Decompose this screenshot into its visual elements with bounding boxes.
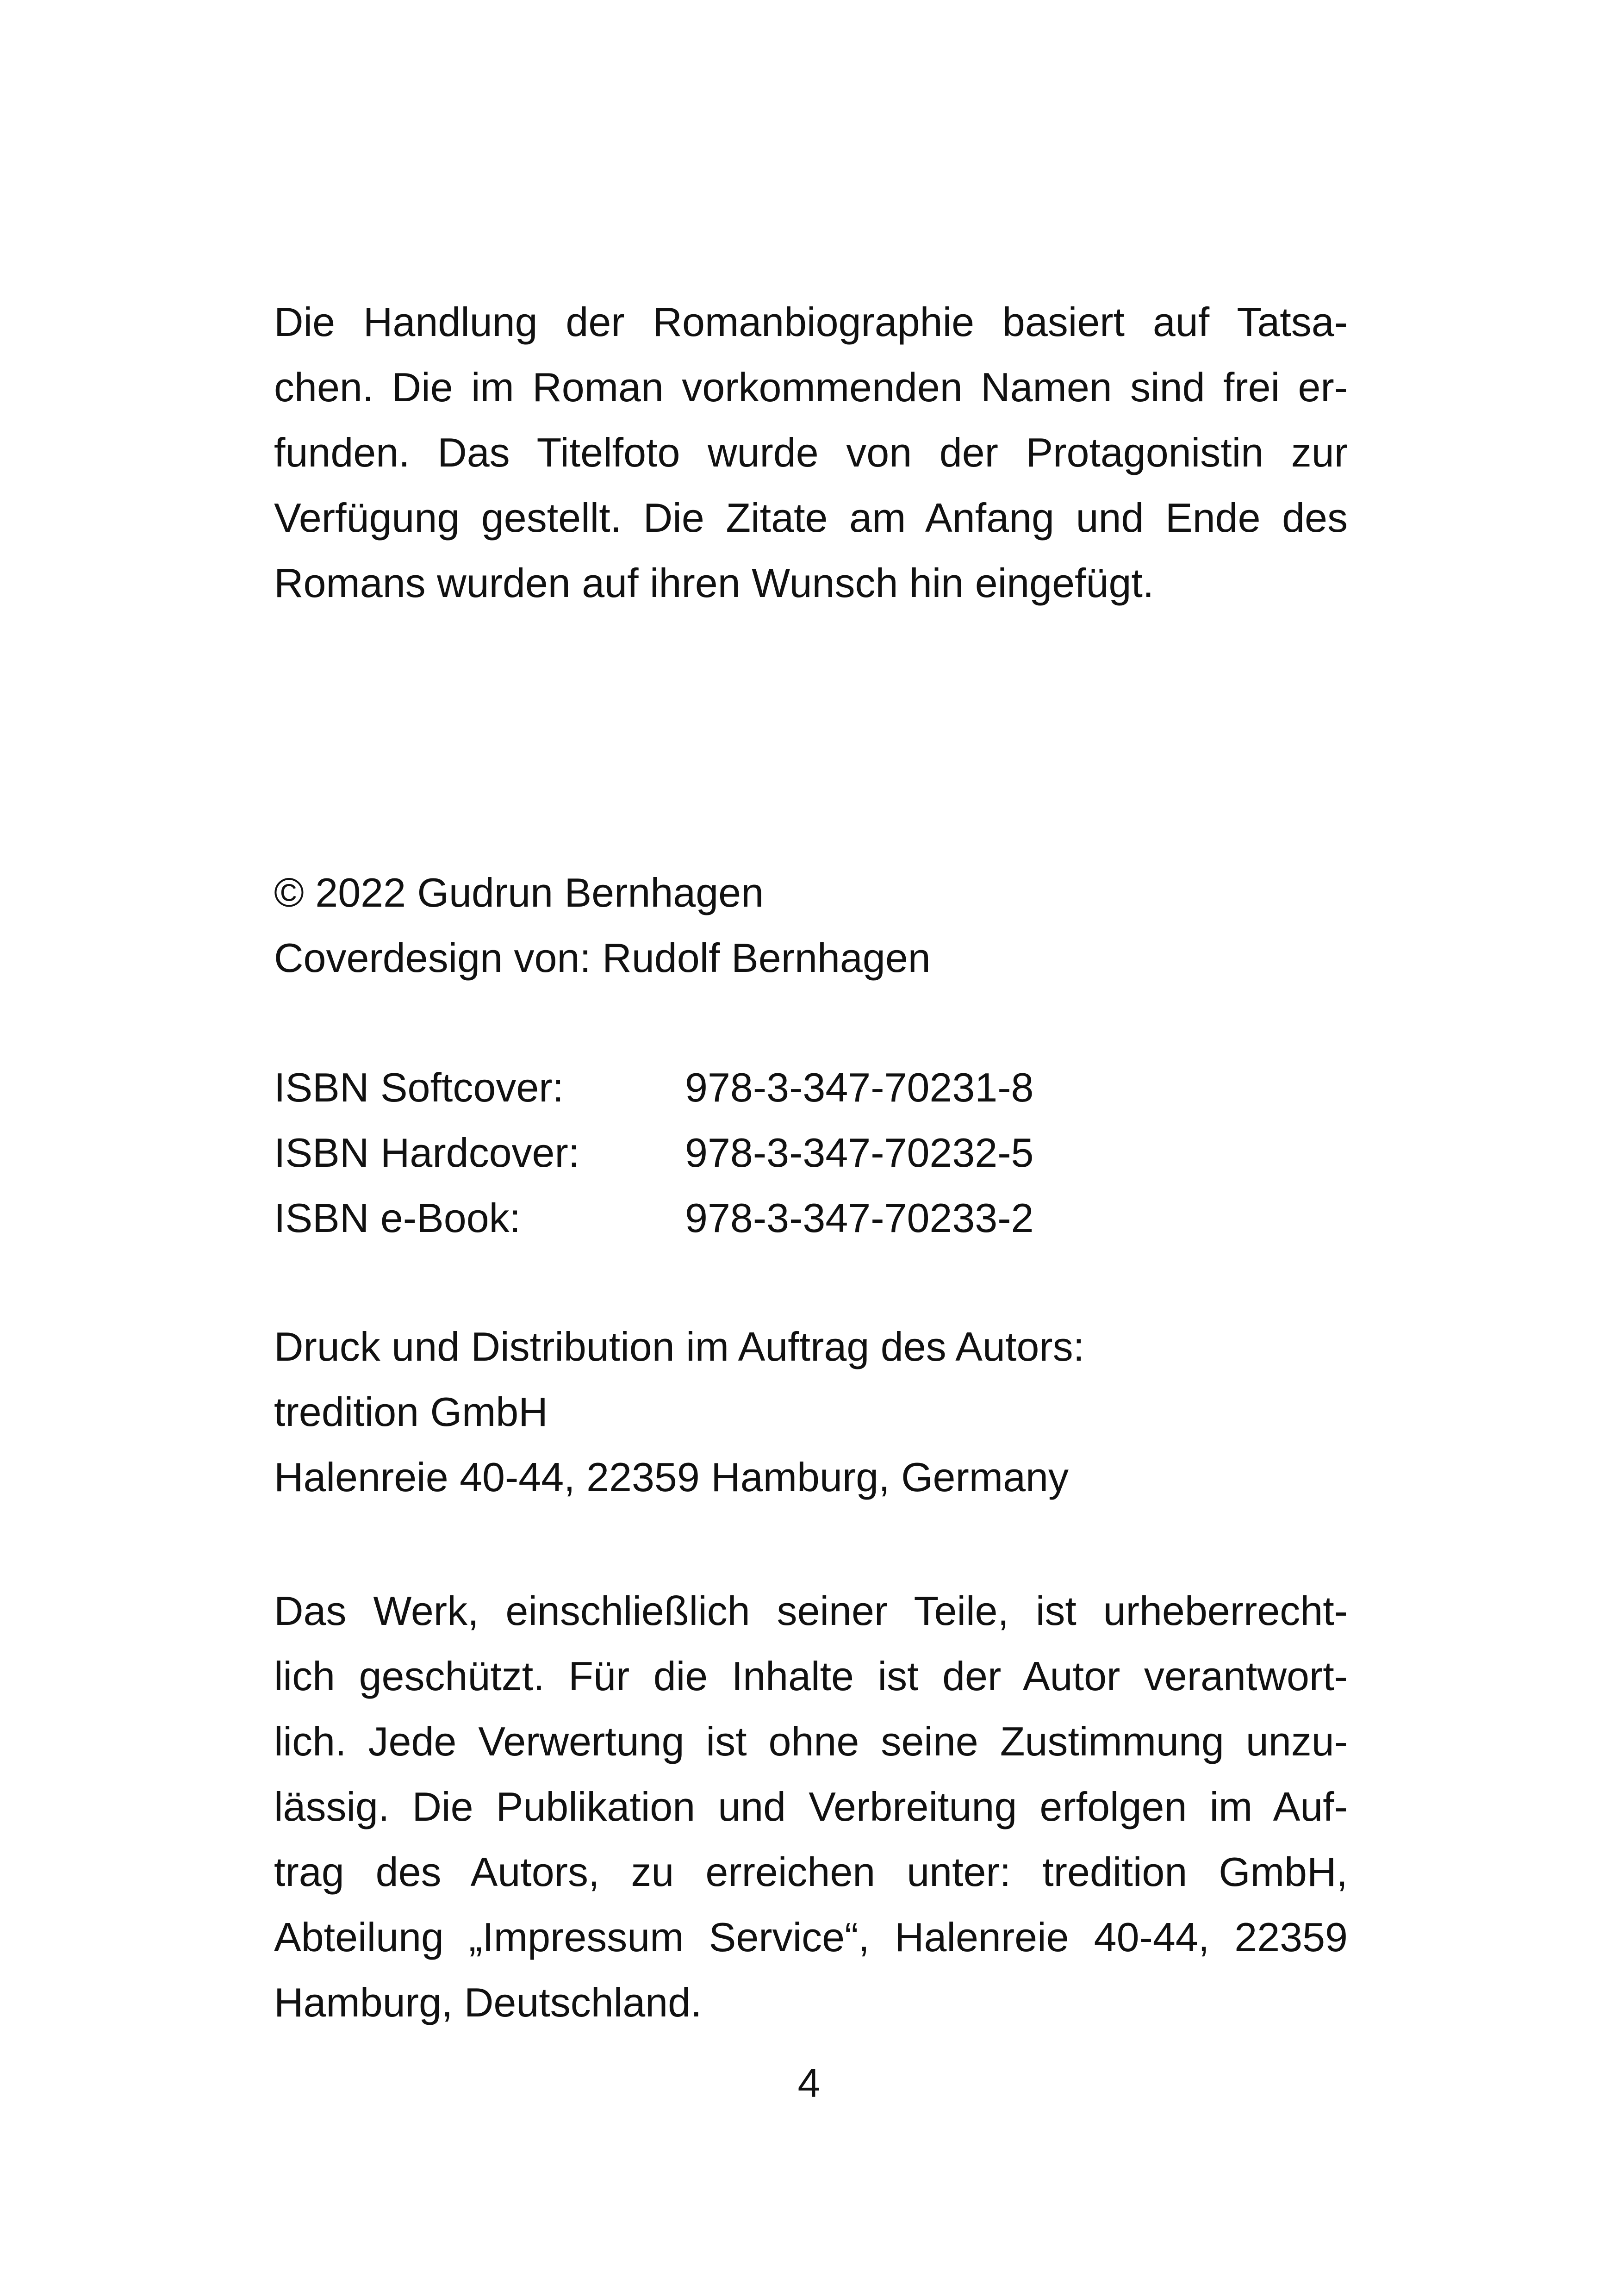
legal-line: Abteilung „Impressum Service“, Halenreie 40-44, 22359 [274,1914,1348,1960]
isbn-label: ISBN e-Book: [274,1195,521,1241]
cover-design-credit: Coverdesign von: Rudolf Bernhagen [274,935,931,981]
copyright-notice: © 2022 Gudrun Bernhagen [274,870,764,915]
isbn-row [274,1055,1348,1120]
intro-line: chen. Die im Roman vorkommenden Namen sind frei er- [274,364,1348,410]
isbn-list [274,1055,1348,1251]
legal-line: lässig. Die Publikation und Verbreitung erfolgen im Auf- [274,1784,1348,1829]
intro-line: Romans wurden auf ihren Wunsch hin eingefügt. [274,560,1154,606]
intro-line: Die Handlung der Romanbiographie basiert auf Tatsa- [274,299,1348,345]
isbn-label: ISBN Softcover: [274,1064,564,1110]
intro-line: funden. Das Titelfoto wurde von der Protagonistin zur [274,429,1348,475]
legal-line: Das Werk, einschließlich seiner Teile, ist urheberrecht- [274,1588,1348,1634]
copyright-block [274,860,1348,990]
page-number: 4 [797,2060,821,2106]
isbn-row [274,1120,1348,1185]
isbn-row [274,1185,1348,1251]
legal-line: Hamburg, Deutschland. [274,1979,702,2025]
isbn-value: 978-3-347-70231-8 [685,1064,1034,1110]
publisher-name: tredition GmbH [274,1389,548,1435]
legal-line: lich. Jede Verwertung ist ohne seine Zustimmung unzu- [274,1718,1348,1764]
legal-line: trag des Autors, zu erreichen unter: tredition GmbH, [274,1849,1348,1895]
isbn-value: 978-3-347-70233-2 [685,1195,1034,1241]
legal-line: lich geschützt. Für die Inhalte ist der Autor verantwort- [274,1653,1348,1699]
legal-paragraph [274,1578,1348,2035]
publisher-address: Halenreie 40-44, 22359 Hamburg, Germany [274,1454,1069,1500]
intro-paragraph [274,289,1348,616]
print-distribution-heading: Druck und Distribution im Auftrag des Autors: [274,1324,1085,1369]
print-distribution-block [274,1314,1348,1510]
isbn-value: 978-3-347-70232-5 [685,1130,1034,1176]
isbn-label: ISBN Hardcover: [274,1130,580,1176]
intro-line: Verfügung gestellt. Die Zitate am Anfang und Ende des [274,495,1348,541]
